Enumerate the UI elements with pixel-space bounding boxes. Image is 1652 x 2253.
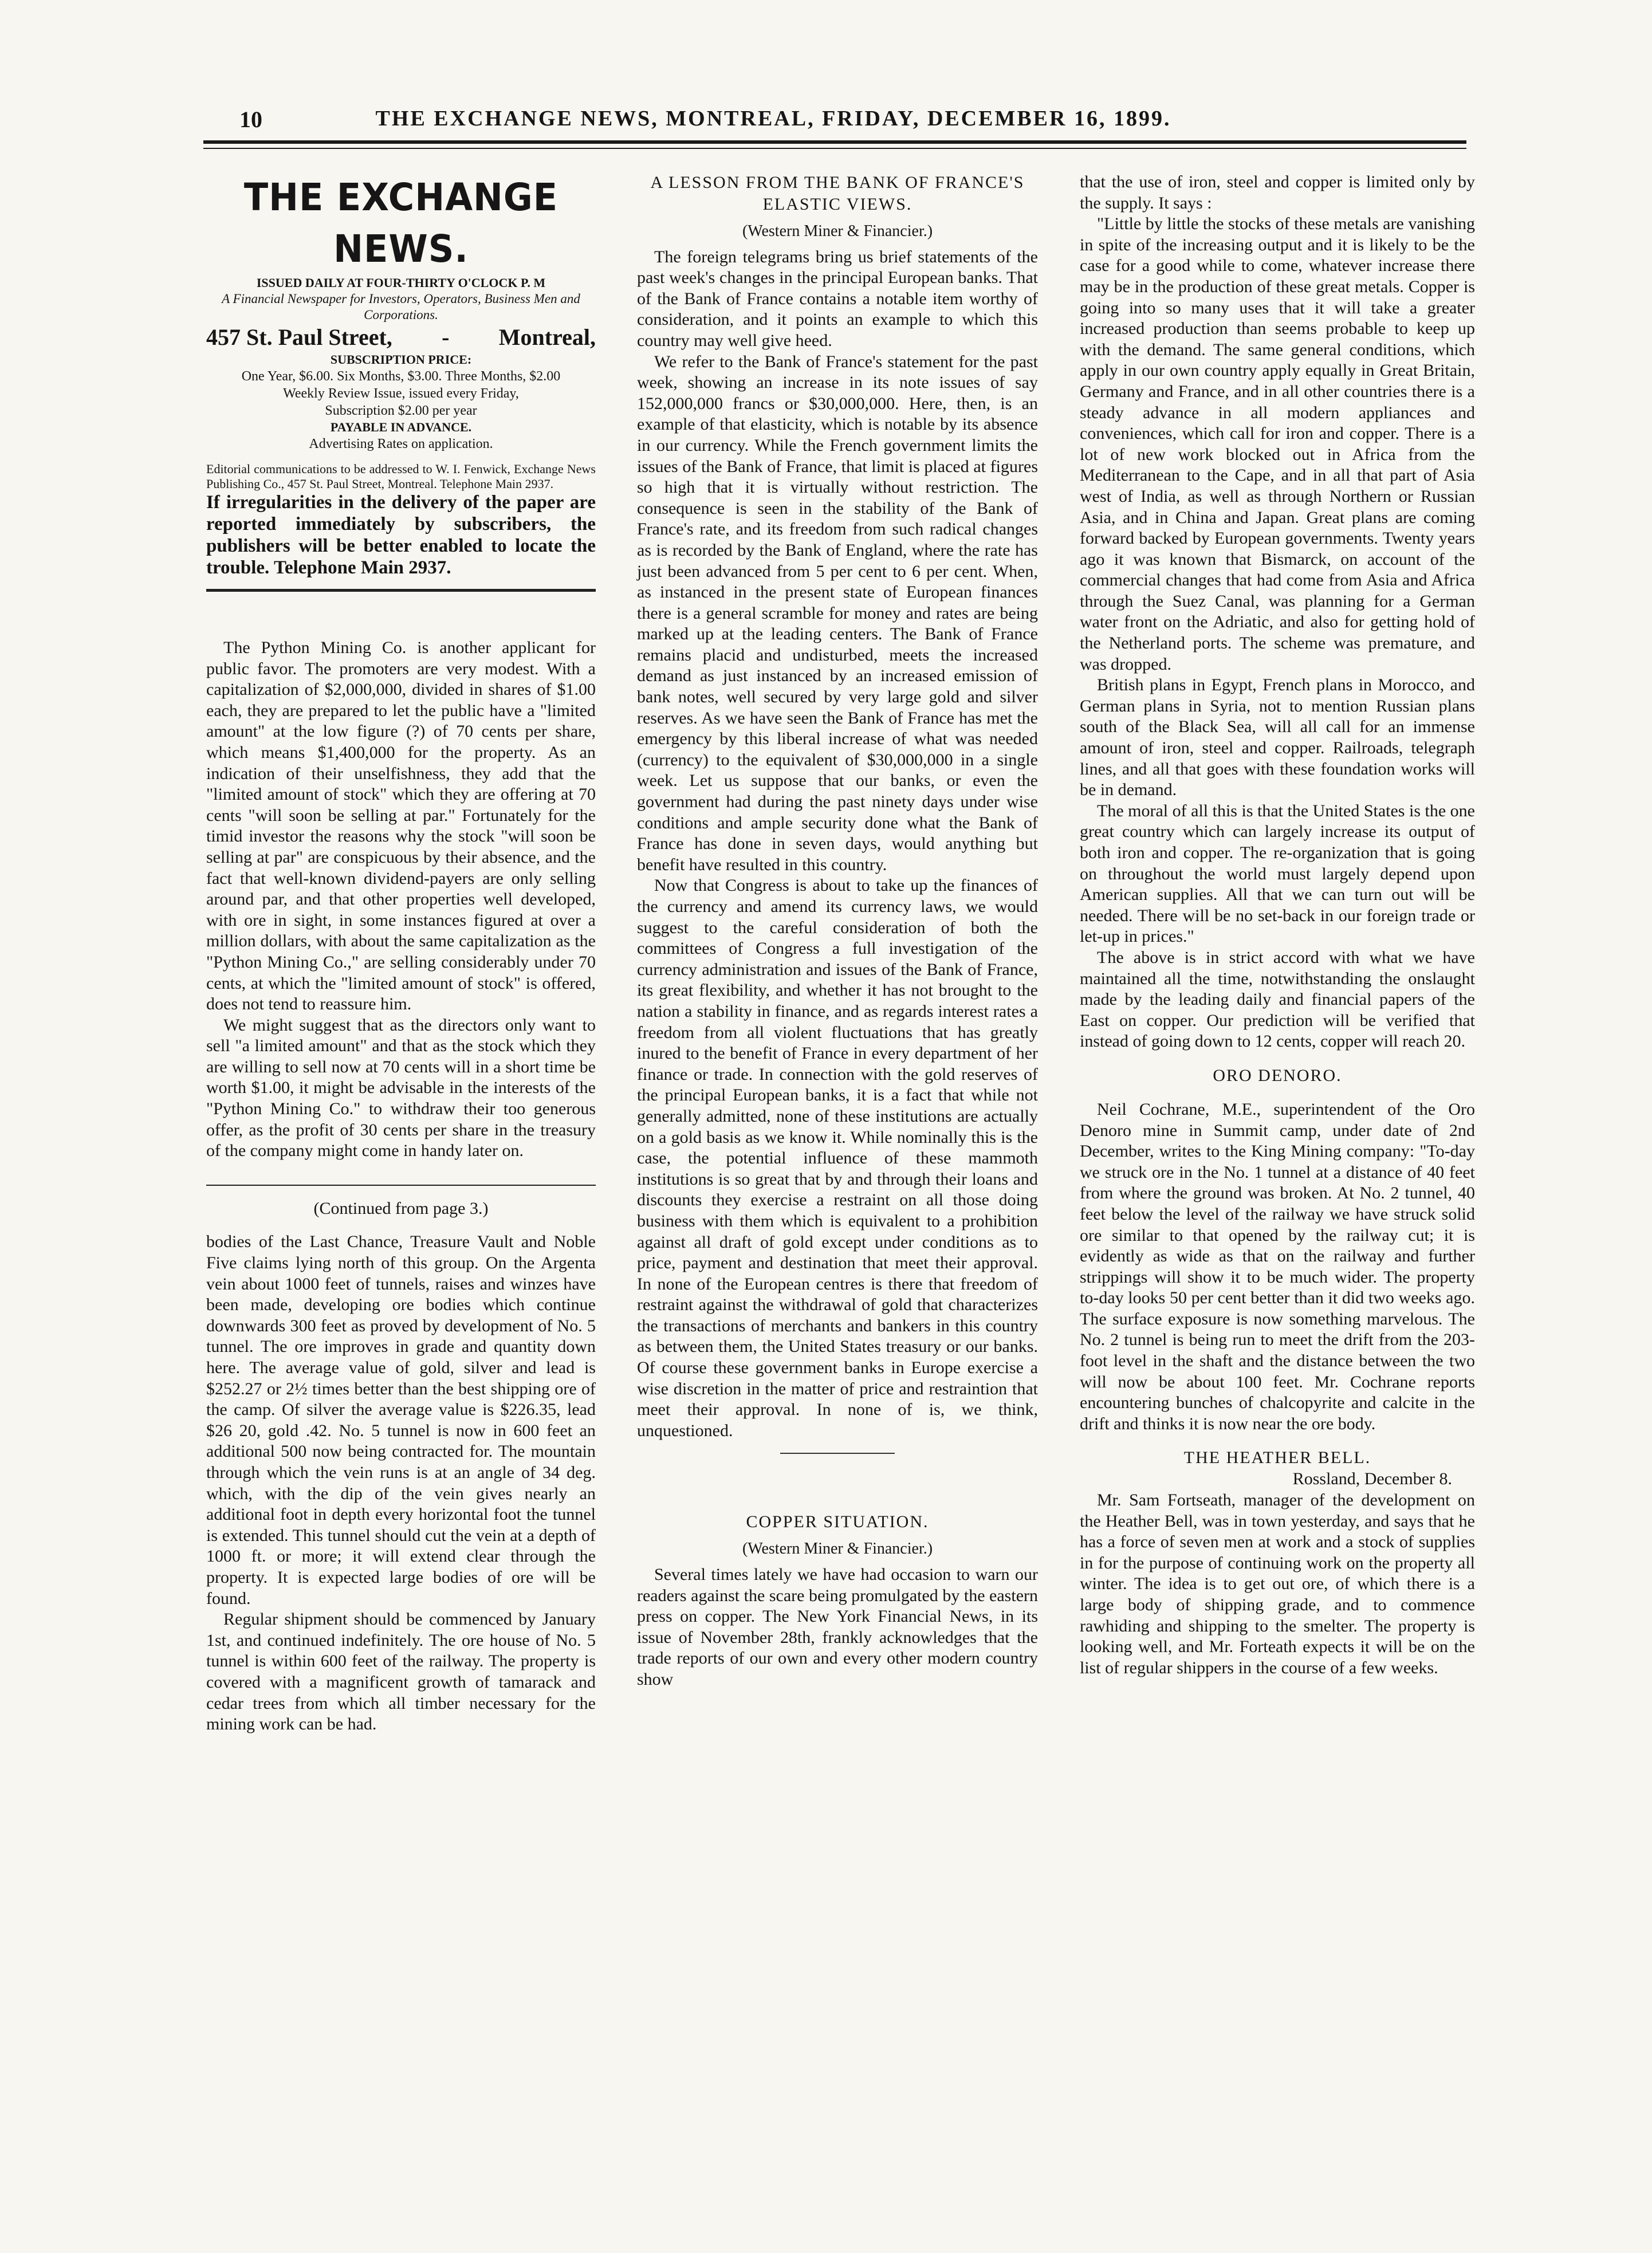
subscription-label: SUBSCRIPTION PRICE:: [330, 352, 472, 367]
page-number: 10: [239, 107, 262, 132]
python-mining-paragraph: The Python Mining Co. is another applicant for public favor. The promoters are very modest. With a capitalization of $2,000,000, divided in shares of $1.00 each, they are prepared to let the public have a "limited amount" at the low figure (?) of 70 cents per share, which means $1,400,000 for the property. As an indication of their unselfishness, they add that the "limited amount of stock" which they are offering at 70 cents "will soon be selling at par." Fortunately for the timid investor the reasons why the stock "will soon be selling at par" are conspicuous by their absence, and the fact that well-known dividend-payers are only selling around par, and that other properties well developed, with ore in sight, in some instances figured at over a million dollars, with about the same capitalization as the "Python Mining Co.," are selling considerably under 70 cents, at which the "limited amount of stock" is offered, does not tend to reassure him.: [206, 638, 596, 1014]
payable-notice: PAYABLE IN ADVANCE.: [330, 420, 472, 434]
masthead-address: [206, 323, 596, 352]
oro-denoro-heading: ORO DENORO.: [1213, 1065, 1342, 1085]
masthead-issued: ISSUED DAILY AT FOUR-THIRTY O'CLOCK P. M: [256, 276, 546, 290]
header-rule-thin: [203, 148, 1466, 149]
copper-credit: (Western Miner & Financier.): [742, 1540, 933, 1558]
weekly-issue: Weekly Review Issue, issued every Friday,: [283, 386, 519, 401]
weekly-subscription: Subscription $2.00 per year: [325, 403, 477, 418]
address-street: 457 St. Paul Street,: [206, 324, 392, 350]
shipment-paragraph: Regular shipment should be commenced by January 1st, and continued indefinitely. The ore house of No. 5 tunnel is within 600 feet of the railway. The property is covered with a magnificent growth of tamarack and cedar trees from which all timber necessary for the mining work can be had.: [206, 1610, 596, 1734]
bodies-paragraph: bodies of the Last Chance, Treasure Vault and Noble Five claims lying north of this group. On the Argenta vein about 1000 feet of tunnels, raises and winzes have been made, developing ore bodies which continue downwards 300 feet as proved by development of No. 5 tunnel. The ore improves in grade and quantity down here. The average value of gold, silver and lead is $252.27 or 2½ times better than the best shipping ore of the camp. Of silver the average value is $226.35, lead $26 20, gold .42. No. 5 tunnel is now in 600 feet an additional 500 now being contracted for. The mountain through which the vein runs is at an angle of 34 deg. which, with the dip of the vein gives nearly an additional foot in depth every horizontal foot the tunnel is extended. This tunnel should cut the vein at a depth of 1000 ft. or more; it will extend clear through the property. It is expected large bodies of ore will be found.: [206, 1232, 596, 1608]
copper-continued: that the use of iron, steel and copper is limited only by the supply. It says :: [1080, 172, 1475, 213]
python-suggest-paragraph: We might suggest that as the directors only want to sell "a limited amount" and that as the stock which they are willing to sell now at 70 cents will in a short time be worth $1.00, it might be advisable in the interests of the "Python Mining Co." to withdraw their too generous offer, as the profit of 30 cents per share in the treasury of the company might come in handy later on.: [206, 1015, 596, 1161]
lesson-heading: A LESSON FROM THE BANK OF FRANCE'S ELASTIC VIEWS.: [650, 173, 1025, 214]
subscription-rates: One Year, $6.00. Six Months, $3.00. Three Months, $2.00: [241, 369, 561, 384]
irregularities-notice: If irregularities in the delivery of the paper are reported immediately by subscribers, the publishers will be better enabled to locate the trouble. Telephone Main 2937.: [206, 492, 596, 578]
folio-line: THE EXCHANGE NEWS, MONTREAL, FRIDAY, DECEMBER 16, 1899.: [375, 107, 1171, 131]
copper-paragraph-1: Several times lately we have had occasion to warn our readers against the scare being promulgated by the eastern press on copper. The New York Financial News, in its issue of November 28th, frankly acknowledges that the trade reports of our own and every other modern country show: [637, 1565, 1038, 1689]
masthead-tagline: A Financial Newspaper for Investors, Operators, Business Men and Corporations.: [222, 292, 580, 322]
heather-bell-paragraph: Mr. Sam Fortseath, manager of the development on the Heather Bell, was in town yesterday, and says that he has a force of seven men at work and a stock of supplies in for the purpose of continuing work on the property all winter. The idea is to get out ore, of which there is a large body of shipping grade, and to commence rawhiding and shipping to the smelter. The property is looking well, and Mr. Forteath expects it will be on the list of regular shippers in the course of a few weeks.: [1080, 1491, 1475, 1677]
copper-paragraph-3: British plans in Egypt, French plans in Morocco, and German plans in Syria, not to mention Russian plans south of the Black Sea, will all call for an immense amount of iron, steel and copper. Railroads, telegraph lines, and all that goes with these foundation works will be in demand.: [1080, 675, 1475, 800]
lesson-credit: (Western Miner & Financier.): [742, 222, 933, 240]
address-dash: -: [442, 324, 450, 350]
column-1: [206, 172, 596, 1735]
article-rule: [780, 1453, 895, 1454]
lesson-paragraph-2: We refer to the Bank of France's statement for the past week, showing an increase in its note issues of say 152,000,000 francs or $30,000,000. Here, then, is an example of that elasticity, which is notable by its absence in our currency. While the French government limits the issues of the Bank of France, that limit is placed at figures so high that it is virtually without restriction. The consequence is seen in the stability of the Bank of France's rate, and its freedom from such radical changes as is recorded by the Bank of England, where the rate has just been advanced from 5 per cent to 6 per cent. When, as instanced in the present state of European finances there is a general scramble for money and rates are being marked up at the leading centers. The Bank of France remains placid and undisturbed, meets the increased demand as just instanced by an increased emission of bank notes, well secured by very large gold and silver reserves. As we have seen the Bank of France has met the emergency by this liberal increase of what was needed (currency) to the equivalent of $30,000,000 in a single week. Let us suppose that our banks, or even the government had during the past ninety days under wise conditions and ample security done what the Bank of France has done in seven days, would anything but benefit have resulted in this country.: [637, 352, 1038, 874]
copper-heading: COPPER SITUATION.: [746, 1512, 929, 1532]
advertising-rates: Advertising Rates on application.: [309, 437, 493, 451]
lesson-paragraph-3: Now that Congress is about to take up the finances of the currency and amend its currency laws, we would suggest to the careful consideration of both the committees of Congress a full investigation of the currency administration and issues of the Bank of France, its great flexibility, and whether it has not brought to the nation a stability in finance, and as regards interest rates a freedom from all violent fluctuations that has greatly inured to the benefit of France in every department of her finance or trade. In connection with the gold reserves of the principal European banks, it is a fact that while not generally admitted, none of these institutions are actually on a gold basis as we know it. While nominally this is the case, the potential influence of these mammoth institutions is so great that by and through their loans and discounts they exercise a restraint on all those doing business with them which is equivalent to a prohibition against all draft of gold except under conditions as to price, payment and destination that meet their approval. In none of the European centres is there that freedom of restraint against the withdrawal of gold that characterizes the transactions of merchants and bankers in this country as between them, the United States treasury or our banks. Of course these government banks in Europe exercise a wise discretion in the matter of price and restraintion that meet their approval. In none of is, we think, unquestioned.: [637, 876, 1038, 1440]
copper-paragraph-5: The above is in strict accord with what we have maintained all the time, notwithstanding the onslaught made by the leading daily and financial papers of the East on copper. Our prediction will be verified that instead of going down to 12 cents, copper will reach 20.: [1080, 947, 1475, 1051]
editorial-notice: Editorial communications to be addressed to W. I. Fenwick, Exchange News Publishing Co., 457 St. Paul Street, Montreal. Telephone Main 2937.: [206, 462, 596, 491]
address-city: Montreal,: [498, 324, 596, 350]
copper-paragraph-4: The moral of all this is that the United States is the one great country which can largely increase its output of both iron and copper. The re-organization that is going on throughout the world must largely depend upon American supplies. All that we can turn out will be needed. There will be no set-back in our foreign trade or let-up in prices.": [1080, 801, 1475, 946]
oro-denoro-paragraph: Neil Cochrane, M.E., superintendent of the Oro Denoro mine in Summit camp, under date of 2nd December, writes to the King Mining company: "To-day we struck ore in the No. 1 tunnel at a distance of 40 feet from where the ground was broken. At No. 2 tunnel, 40 feet below the level of the railway we have struck solid ore similar to that opened by the railway cut; it is evidently as wide as that on the railway and further strippings will show it to be much wider. The property to-day looks 50 per cent better than it did two weeks ago. The surface exposure is now something marvelous. The No. 2 tunnel is being run to meet the drift from the 203-foot level in the shaft and the distance between the two will now be about 100 feet. Mr. Cochrane reports encountering bunches of chalcopyrite and calcite in the drift and thinks it is now near the ore body.: [1080, 1099, 1475, 1433]
column-rule: [206, 1185, 596, 1186]
lesson-paragraph-1: The foreign telegrams bring us brief statements of the past week's changes in the principal European banks. That of the Bank of France contains a notable item worthy of consideration, and it points an example to which this country may well give heed.: [637, 247, 1038, 350]
column-2: [637, 172, 1038, 1690]
heather-bell-dateline: Rossland, December 8.: [1292, 1469, 1452, 1489]
continued-note: (Continued from page 3.): [313, 1198, 489, 1218]
column-3: [1080, 172, 1475, 1678]
masthead-title: THE EXCHANGE NEWS.: [243, 175, 558, 271]
heather-bell-heading: THE HEATHER BELL.: [1183, 1448, 1371, 1468]
header-rule: [203, 140, 1466, 144]
copper-paragraph-2: "Little by little the stocks of these metals are vanishing in spite of the increasing output and it is likely to be the case for a good while to come, whatever increase there may be in the production of these great metals. Copper is going into so many uses that it will take a greater increased production than seems probable to keep up with the demand. The same general conditions, which apply in our own country apply equally in Great Britain, Germany and France, and in all other countries there is a steady advance in all modern appliances and conveniences, which call for iron and copper. There is a lot of new work blocked out in Africa from the Mediterranean to the Cape, and in all that part of Asia west of India, as well as through Northern or Russian Asia, and in China and Japan. Great plans are coming forward backed by European governments. Twenty years ago it was known that Bismarck, on account of the commercial changes that had come from Asia and Africa through the Suez Canal, was planning for a German water front on the Adriatic, and also for getting hold of the Netherland ports. The scheme was premature, and was dropped.: [1080, 214, 1475, 674]
